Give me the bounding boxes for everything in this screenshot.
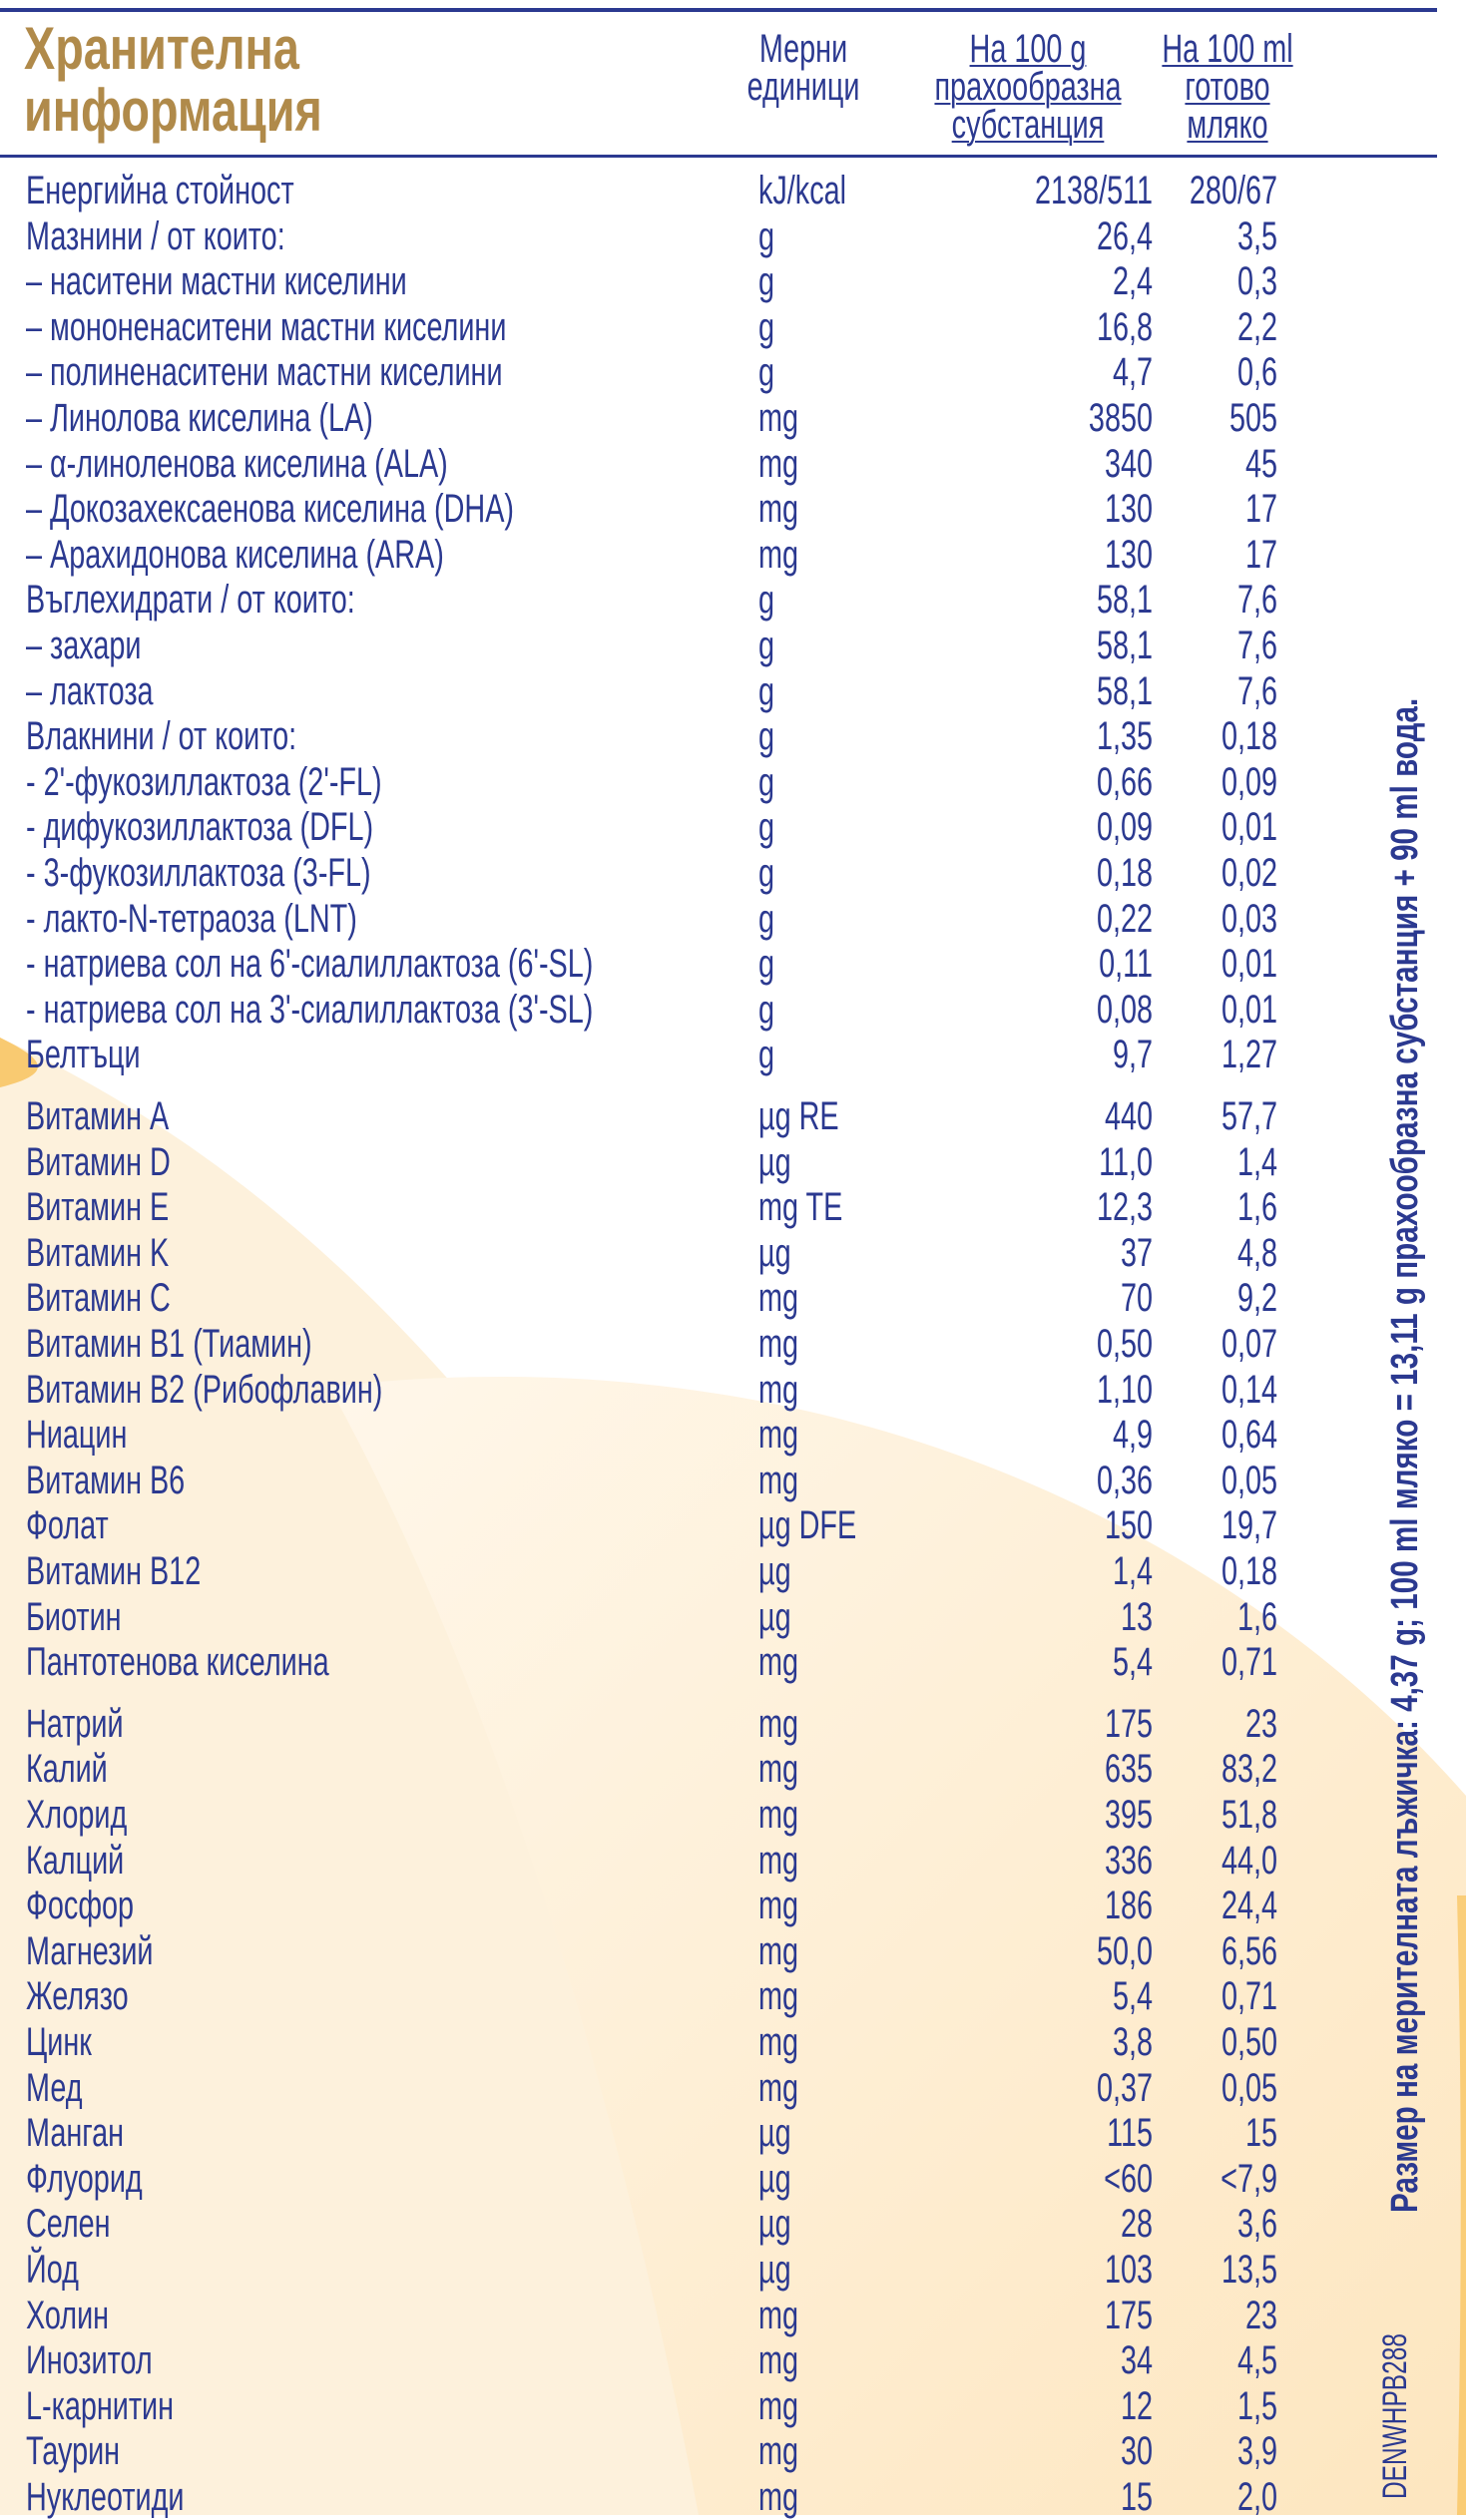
nutrient-name: Витамин D <box>26 1140 171 1184</box>
nutrient-unit: µg <box>758 2111 791 2155</box>
nutrient-unit: mg <box>758 533 799 577</box>
value-per-100g: 11,0 <box>1099 1140 1153 1184</box>
value-per-100ml: 4,8 <box>1236 1231 1277 1275</box>
nutrient-unit: mg <box>758 2429 799 2473</box>
nutrient-name: Витамин B12 <box>26 1549 202 1593</box>
value-per-100g: 1,4 <box>1112 1549 1153 1593</box>
table-row <box>0 1139 1466 1185</box>
nutrient-unit: mg <box>758 1974 799 2018</box>
header-rule <box>0 155 1437 158</box>
value-per-100g: 58,1 <box>1096 624 1153 667</box>
nutrient-name: – Арахидонова киселина (ARA) <box>26 533 444 577</box>
table-row <box>0 2474 1466 2520</box>
table-row <box>0 2019 1466 2065</box>
value-per-100ml: 15 <box>1244 2111 1277 2155</box>
nutrient-unit: mg <box>758 1929 799 1973</box>
value-per-100g: 37 <box>1120 1231 1153 1275</box>
value-per-100ml: 0,09 <box>1221 760 1277 804</box>
value-per-100g: 9,7 <box>1112 1033 1153 1076</box>
value-per-100ml: 0,01 <box>1221 988 1277 1032</box>
table-row <box>0 2337 1466 2383</box>
value-per-100ml: 0,71 <box>1221 1974 1277 2018</box>
value-per-100ml: 505 <box>1228 396 1277 440</box>
table-row <box>0 759 1466 805</box>
value-per-100g: 130 <box>1104 487 1153 531</box>
value-per-100ml: 23 <box>1244 1702 1277 1746</box>
table-row <box>0 1701 1466 1747</box>
value-per-100ml: 7,6 <box>1236 624 1277 667</box>
nutrient-name: Ниацин <box>26 1413 128 1457</box>
value-per-100g: 0,18 <box>1096 851 1153 895</box>
value-per-100ml: 280/67 <box>1189 169 1277 212</box>
table-row <box>0 577 1466 623</box>
value-per-100g: 58,1 <box>1096 669 1153 713</box>
value-per-100g: 13 <box>1120 1595 1153 1639</box>
value-per-100g: 395 <box>1104 1793 1153 1837</box>
table-row <box>0 1883 1466 1928</box>
header-units-line-1: Мерни <box>758 27 848 71</box>
nutrient-unit: mg <box>758 1747 799 1791</box>
value-per-100ml: 0,71 <box>1221 1640 1277 1684</box>
value-per-100ml: 0,18 <box>1221 714 1277 758</box>
value-per-100ml: 13,5 <box>1221 2248 1277 2292</box>
nutrient-unit: g <box>758 305 775 349</box>
nutrient-unit: mg <box>758 1459 799 1502</box>
nutrient-unit: g <box>758 214 775 258</box>
nutrient-unit: µg DFE <box>758 1503 857 1547</box>
value-per-100ml: 7,6 <box>1236 669 1277 713</box>
nutrient-name: Витамин B6 <box>26 1459 186 1502</box>
table-row <box>0 804 1466 850</box>
value-per-100g: 0,22 <box>1096 897 1153 941</box>
value-per-100ml: 0,02 <box>1221 851 1277 895</box>
table-row <box>0 713 1466 759</box>
nutrient-unit: µg <box>758 2248 791 2292</box>
nutrient-name: – Линолова киселина (LA) <box>26 396 373 440</box>
value-per-100g: 58,1 <box>1096 578 1153 622</box>
table-row <box>0 1594 1466 1640</box>
value-per-100g: 0,09 <box>1096 805 1153 849</box>
nutrient-name: - дифукозиллактоза (DFL) <box>26 805 374 849</box>
value-per-100ml: <7,9 <box>1221 2157 1277 2201</box>
top-rule <box>0 8 1437 12</box>
value-per-100g: 440 <box>1104 1094 1153 1138</box>
value-per-100ml: 0,01 <box>1221 805 1277 849</box>
value-per-100ml: 23 <box>1244 2294 1277 2337</box>
value-per-100g: 0,37 <box>1096 2066 1153 2110</box>
nutrient-unit: mg <box>758 1884 799 1927</box>
table-row <box>0 2428 1466 2474</box>
nutrient-name: – α-линоленова киселина (ALA) <box>26 442 448 486</box>
product-code <box>1375 2180 1415 2499</box>
nutrient-name: Фолат <box>26 1503 109 1547</box>
nutrient-unit: g <box>758 669 775 713</box>
value-per-100ml: 0,05 <box>1221 2066 1277 2110</box>
value-per-100ml: 1,5 <box>1236 2384 1277 2428</box>
value-per-100ml: 0,01 <box>1221 942 1277 986</box>
table-row <box>0 1973 1466 2019</box>
page-title <box>24 15 322 144</box>
table-row <box>0 258 1466 304</box>
value-per-100g: <60 <box>1104 2157 1153 2201</box>
value-per-100ml: 2,0 <box>1236 2475 1277 2519</box>
header-powder <box>920 27 1136 147</box>
value-per-100ml: 0,07 <box>1221 1322 1277 1366</box>
nutrient-name: Желязо <box>26 1974 129 2018</box>
nutrient-name: Калций <box>26 1839 125 1883</box>
nutrient-name: Фосфор <box>26 1884 135 1927</box>
nutrient-name: Пантотенова киселина <box>26 1640 329 1684</box>
value-per-100ml: 17 <box>1244 487 1277 531</box>
value-per-100g: 30 <box>1120 2429 1153 2473</box>
value-per-100ml: 3,9 <box>1236 2429 1277 2473</box>
nutrient-unit: g <box>758 1033 775 1076</box>
header-milk-line-2: готово <box>1185 65 1270 109</box>
nutrient-unit: mg <box>758 396 799 440</box>
value-per-100g: 635 <box>1104 1747 1153 1791</box>
nutrient-unit: µg <box>758 1140 791 1184</box>
table-row <box>0 441 1466 487</box>
table-row <box>0 2247 1466 2293</box>
nutrient-name: - натриева сол на 3'-сиалиллактоза (3'-SL) <box>26 988 594 1032</box>
nutrient-name: Холин <box>26 2294 110 2337</box>
value-per-100g: 186 <box>1104 1884 1153 1927</box>
value-per-100ml: 3,6 <box>1236 2202 1277 2246</box>
table-row <box>0 1792 1466 1838</box>
table-row <box>0 987 1466 1033</box>
nutrient-name: Биотин <box>26 1595 122 1639</box>
value-per-100g: 0,36 <box>1096 1459 1153 1502</box>
value-per-100ml: 83,2 <box>1221 1747 1277 1791</box>
nutrient-unit: µg <box>758 1595 791 1639</box>
nutrient-name: Въглехидрати / от които: <box>26 578 355 622</box>
value-per-100ml: 0,03 <box>1221 897 1277 941</box>
nutrient-name: - 3-фукозиллактоза (3-FL) <box>26 851 371 895</box>
nutrient-name: Манган <box>26 2111 125 2155</box>
nutrient-unit: µg <box>758 2202 791 2246</box>
nutrient-unit: µg <box>758 2157 791 2201</box>
value-per-100ml: 4,5 <box>1236 2338 1277 2382</box>
table-row <box>0 1639 1466 1685</box>
table-row <box>0 486 1466 532</box>
nutrient-unit: mg <box>758 1276 799 1320</box>
value-per-100g: 4,7 <box>1112 350 1153 394</box>
scoop-size-note <box>1382 497 1428 2213</box>
value-per-100ml: 2,2 <box>1236 305 1277 349</box>
nutrient-unit: g <box>758 760 775 804</box>
value-per-100ml: 0,05 <box>1221 1459 1277 1502</box>
nutrient-unit: g <box>758 714 775 758</box>
table-row <box>0 2110 1466 2156</box>
table-row <box>0 896 1466 942</box>
value-per-100g: 34 <box>1120 2338 1153 2382</box>
nutrient-name: – захари <box>26 624 142 667</box>
nutrient-unit: g <box>758 578 775 622</box>
nutrient-name: Влакнини / от които: <box>26 714 297 758</box>
table-row <box>0 2201 1466 2247</box>
nutrient-unit: g <box>758 942 775 986</box>
table-row <box>0 395 1466 441</box>
table-row <box>0 623 1466 668</box>
table-row <box>0 1230 1466 1276</box>
nutrient-name: - 2'-фукозиллактоза (2'-FL) <box>26 760 382 804</box>
value-per-100g: 336 <box>1104 1839 1153 1883</box>
value-per-100g: 3,8 <box>1112 2020 1153 2064</box>
title-line-1: Хранителна <box>24 15 299 82</box>
nutrient-unit: kJ/kcal <box>758 169 847 212</box>
table-row <box>0 2065 1466 2111</box>
value-per-100ml: 1,4 <box>1236 1140 1277 1184</box>
header-milk-line-3: мляко <box>1187 103 1268 147</box>
value-per-100ml: 0,3 <box>1236 259 1277 303</box>
value-per-100g: 5,4 <box>1112 1974 1153 2018</box>
value-per-100g: 12,3 <box>1096 1185 1153 1229</box>
value-per-100ml: 44,0 <box>1221 1839 1277 1883</box>
value-per-100ml: 0,18 <box>1221 1549 1277 1593</box>
value-per-100ml: 51,8 <box>1221 1793 1277 1837</box>
nutrient-name: Нуклеотиди <box>26 2475 185 2519</box>
value-per-100g: 16,8 <box>1096 305 1153 349</box>
header-powder-line-2: прахообразна <box>934 65 1122 109</box>
header-milk-line-1: На 100 ml <box>1162 27 1293 71</box>
value-per-100g: 103 <box>1104 2248 1153 2292</box>
nutrient-unit: mg <box>758 2020 799 2064</box>
nutrient-unit: g <box>758 805 775 849</box>
title-line-2: информация <box>24 77 322 144</box>
nutrient-name: Енергийна стойност <box>26 169 294 212</box>
nutrient-name: Мед <box>26 2066 83 2110</box>
nutrient-unit: mg <box>758 2294 799 2337</box>
nutrient-name: Калий <box>26 1747 108 1791</box>
nutrient-unit: mg <box>758 2384 799 2428</box>
value-per-100g: 115 <box>1107 2111 1153 2155</box>
table-row <box>0 304 1466 350</box>
table-row <box>0 1746 1466 1792</box>
value-per-100g: 3850 <box>1088 396 1153 440</box>
value-per-100ml: 9,2 <box>1236 1276 1277 1320</box>
nutrient-name: Витамин B2 (Рибофлавин) <box>26 1368 383 1412</box>
value-per-100g: 130 <box>1104 533 1153 577</box>
nutrient-name: Витамин C <box>26 1276 171 1320</box>
nutrient-name: Натрий <box>26 1702 124 1746</box>
nutrient-unit: mg <box>758 1322 799 1366</box>
value-per-100ml: 57,7 <box>1221 1094 1277 1138</box>
table-row <box>0 1184 1466 1230</box>
value-per-100ml: 1,6 <box>1236 1185 1277 1229</box>
value-per-100g: 12 <box>1120 2384 1153 2428</box>
nutrient-unit: mg <box>758 2066 799 2110</box>
header-powder-line-3: субстанция <box>951 103 1105 147</box>
table-row <box>0 2383 1466 2429</box>
nutrient-name: Мазнини / от които: <box>26 214 285 258</box>
value-per-100ml: 1,27 <box>1221 1033 1277 1076</box>
value-per-100g: 70 <box>1120 1276 1153 1320</box>
value-per-100g: 0,11 <box>1099 942 1153 986</box>
value-per-100g: 2,4 <box>1112 259 1153 303</box>
nutrient-unit: g <box>758 624 775 667</box>
nutrient-name: Таурин <box>26 2429 121 2473</box>
value-per-100g: 50,0 <box>1096 1929 1153 1973</box>
nutrient-unit: mg <box>758 2338 799 2382</box>
nutrient-name: L-карнитин <box>26 2384 175 2428</box>
value-per-100ml: 24,4 <box>1221 1884 1277 1927</box>
value-per-100ml: 1,6 <box>1236 1595 1277 1639</box>
nutrient-name: – наситени мастни киселини <box>26 259 407 303</box>
value-per-100g: 26,4 <box>1096 214 1153 258</box>
table-row <box>0 1838 1466 1884</box>
value-per-100g: 0,08 <box>1096 988 1153 1032</box>
value-per-100ml: 19,7 <box>1221 1503 1277 1547</box>
nutrient-name: - лакто-N-тетраоза (LNT) <box>26 897 357 941</box>
nutrient-name: Флуорид <box>26 2157 143 2201</box>
table-row <box>0 1275 1466 1321</box>
header-powder-line-1: На 100 g <box>969 27 1087 71</box>
nutrient-name: Витамин A <box>26 1094 170 1138</box>
value-per-100ml: 17 <box>1244 533 1277 577</box>
value-per-100g: 5,4 <box>1112 1640 1153 1684</box>
value-per-100g: 0,66 <box>1096 760 1153 804</box>
nutrient-unit: µg RE <box>758 1094 839 1138</box>
value-per-100g: 175 <box>1104 1702 1153 1746</box>
value-per-100ml: 0,50 <box>1221 2020 1277 2064</box>
table-row <box>0 213 1466 259</box>
value-per-100g: 4,9 <box>1112 1413 1153 1457</box>
table-row <box>0 1928 1466 1974</box>
nutrient-unit: g <box>758 897 775 941</box>
nutrient-name: Магнезий <box>26 1929 154 1973</box>
nutrient-unit: mg <box>758 1793 799 1837</box>
value-per-100g: 28 <box>1120 2202 1153 2246</box>
value-per-100g: 1,10 <box>1096 1368 1153 1412</box>
nutrient-name: – Докозахексаенова киселина (DHA) <box>26 487 515 531</box>
value-per-100ml: 6,56 <box>1221 1929 1277 1973</box>
nutrient-unit: µg <box>758 1549 791 1593</box>
nutrient-name: Йод <box>26 2248 79 2292</box>
value-per-100g: 2138/511 <box>1035 169 1153 212</box>
nutrient-name: – полиненаситени мастни киселини <box>26 350 503 394</box>
value-per-100g: 175 <box>1104 2294 1153 2337</box>
table-row <box>0 168 1466 213</box>
nutrient-unit: mg <box>758 2475 799 2519</box>
nutrient-name: Белтъци <box>26 1033 141 1076</box>
nutrient-name: Витамин B1 (Тиамин) <box>26 1322 312 1366</box>
table-row <box>0 1548 1466 1594</box>
product-code-text: DENWHPB288 <box>1376 2333 1414 2499</box>
nutrient-name: Витамин K <box>26 1231 170 1275</box>
value-per-100ml: 0,64 <box>1221 1413 1277 1457</box>
table-row <box>0 532 1466 578</box>
nutrient-unit: mg <box>758 1702 799 1746</box>
value-per-100g: 15 <box>1120 2475 1153 2519</box>
value-per-100ml: 0,6 <box>1236 350 1277 394</box>
value-per-100ml: 0,14 <box>1221 1368 1277 1412</box>
nutrient-name: Инозитол <box>26 2338 153 2382</box>
nutrient-unit: mg TE <box>758 1185 843 1229</box>
nutrient-name: – лактоза <box>26 669 154 713</box>
table-row <box>0 1412 1466 1458</box>
table-row <box>0 941 1466 987</box>
table-row <box>0 1321 1466 1367</box>
nutrient-name: Хлорид <box>26 1793 128 1837</box>
nutrient-unit: mg <box>758 1413 799 1457</box>
value-per-100ml: 45 <box>1244 442 1277 486</box>
table-row <box>0 1502 1466 1548</box>
nutrient-name: - натриева сол на 6'-сиалиллактоза (6'-SL) <box>26 942 594 986</box>
table-row <box>0 1032 1466 1077</box>
nutrient-name: Цинк <box>26 2020 92 2064</box>
nutrient-name: Селен <box>26 2202 111 2246</box>
nutrient-unit: mg <box>758 1839 799 1883</box>
nutrient-unit: g <box>758 259 775 303</box>
value-per-100ml: 7,6 <box>1236 578 1277 622</box>
value-per-100ml: 3,5 <box>1236 214 1277 258</box>
value-per-100g: 340 <box>1104 442 1153 486</box>
scoop-size-text: Размер на мерителната лъжичка: 4,37 g; 100 ml мляко = 13,11 g прахообразна субстанция + 90 ml вода. <box>1384 697 1426 2213</box>
table-row <box>0 1367 1466 1413</box>
table-row <box>0 850 1466 896</box>
table-row <box>0 349 1466 395</box>
value-per-100g: 1,35 <box>1096 714 1153 758</box>
value-per-100g: 0,50 <box>1096 1322 1153 1366</box>
header-milk <box>1142 27 1314 147</box>
nutrient-unit: mg <box>758 442 799 486</box>
value-per-100g: 150 <box>1104 1503 1153 1547</box>
nutrient-unit: g <box>758 851 775 895</box>
nutrient-unit: g <box>758 988 775 1032</box>
header-units <box>728 27 878 109</box>
nutrient-unit: mg <box>758 1640 799 1684</box>
table-row <box>0 1093 1466 1139</box>
table-row <box>0 2156 1466 2202</box>
nutrient-unit: mg <box>758 1368 799 1412</box>
table-row <box>0 1458 1466 1503</box>
table-row <box>0 668 1466 714</box>
header-units-line-2: единици <box>746 65 860 109</box>
table-row <box>0 2293 1466 2338</box>
nutrient-unit: mg <box>758 487 799 531</box>
nutrient-name: Витамин E <box>26 1185 170 1229</box>
nutrient-unit: µg <box>758 1231 791 1275</box>
nutrient-unit: g <box>758 350 775 394</box>
nutrient-name: – мононенаситени мастни киселини <box>26 305 507 349</box>
